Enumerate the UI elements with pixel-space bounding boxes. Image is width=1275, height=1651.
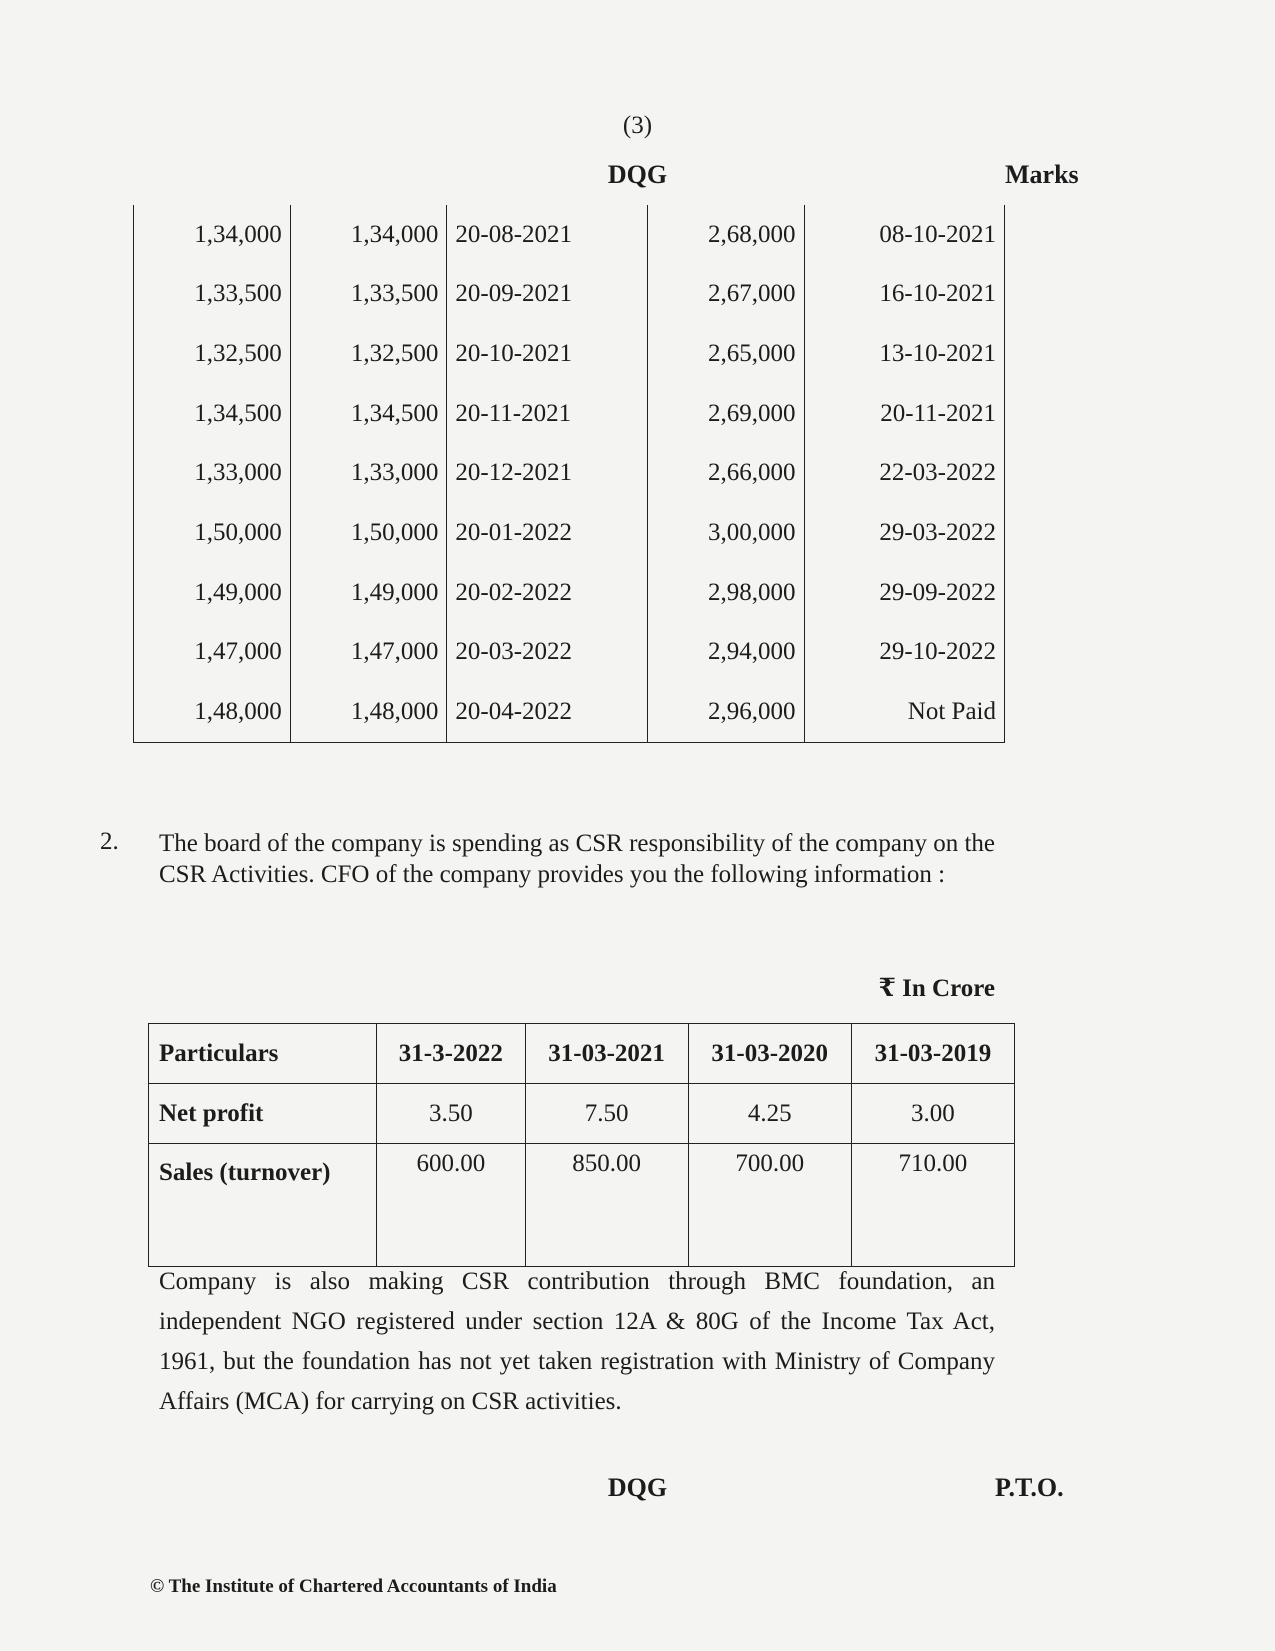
table-cell: 2,68,000: [647, 205, 804, 265]
table-cell: 29-03-2022: [804, 503, 1004, 563]
table-cell: 2,65,000: [647, 324, 804, 384]
table-row: [134, 623, 1005, 683]
table-cell: 7.50: [525, 1084, 688, 1144]
table-cell: 20-12-2021: [447, 444, 647, 504]
copyright-notice: © The Institute of Chartered Accountants of India: [150, 1576, 557, 1597]
paper-code-header: DQG: [607, 160, 668, 189]
table-cell: 20-10-2021: [447, 324, 647, 384]
csr-financials-table: [148, 1023, 1015, 1267]
table-header: 31-03-2021: [525, 1024, 688, 1084]
payment-schedule-table: [133, 205, 1005, 743]
table-cell: 20-09-2021: [447, 265, 647, 325]
table-cell: 29-09-2022: [804, 563, 1004, 623]
table-row: [134, 444, 1005, 504]
closing-paragraph: Company is also making CSR contribution through BMC foundation, an independent NGO registered under section 12A & 80G of the Income Tax Act, 1961, but the foundation has not yet taken registration with Ministry of Company Affairs (MCA) for carrying on CSR activities.: [159, 1268, 995, 1415]
table-cell: 20-11-2021: [804, 384, 1004, 444]
table-cell: 1,32,500: [290, 324, 447, 384]
table-cell: 700.00: [688, 1144, 851, 1267]
table-cell: 1,49,000: [290, 563, 447, 623]
table-header: 31-3-2022: [377, 1024, 525, 1084]
table-cell: 29-10-2022: [804, 623, 1004, 683]
table-cell: 2,67,000: [647, 265, 804, 325]
paper-code-footer: DQG: [607, 1473, 668, 1502]
row-label: Sales (turnover): [149, 1144, 377, 1267]
table-cell: 1,48,000: [290, 682, 447, 742]
table-cell: 20-08-2021: [447, 205, 647, 265]
table-cell: 2,66,000: [647, 444, 804, 504]
table-cell: 710.00: [851, 1144, 1014, 1267]
table-cell: 1,33,500: [134, 265, 291, 325]
table-cell: 20-11-2021: [447, 384, 647, 444]
table-cell: 1,33,000: [290, 444, 447, 504]
table-cell: 1,34,000: [290, 205, 447, 265]
table-cell: 13-10-2021: [804, 324, 1004, 384]
table-cell: 3,00,000: [647, 503, 804, 563]
row-label: Net profit: [149, 1084, 377, 1144]
table-cell: 1,34,500: [290, 384, 447, 444]
table-cell: 2,98,000: [647, 563, 804, 623]
table-row: [149, 1144, 1015, 1267]
marks-label: Marks: [1005, 160, 1079, 189]
table-cell: 3.00: [851, 1084, 1014, 1144]
table-cell: 16-10-2021: [804, 265, 1004, 325]
table-cell: 4.25: [688, 1084, 851, 1144]
table-cell: 2,96,000: [647, 682, 804, 742]
question-intro: The board of the company is spending as CSR responsibility of the company on the CSR Activities. CFO of the company provides you the following information :: [159, 830, 995, 888]
table-cell: 1,34,000: [134, 205, 291, 265]
table-cell: 1,34,500: [134, 384, 291, 444]
table-cell: 20-03-2022: [447, 623, 647, 683]
table-row: [134, 324, 1005, 384]
table-cell: 850.00: [525, 1144, 688, 1267]
table-cell: 1,48,000: [134, 682, 291, 742]
table-row: [149, 1084, 1015, 1144]
table-cell: 1,33,000: [134, 444, 291, 504]
table-row: [134, 205, 1005, 265]
table-header: 31-03-2020: [688, 1024, 851, 1084]
table-row: [134, 682, 1005, 742]
table-cell: 1,47,000: [134, 623, 291, 683]
table-cell: 2,94,000: [647, 623, 804, 683]
question-number: 2.: [100, 828, 119, 855]
table-row: [134, 503, 1005, 563]
pto-label: P.T.O.: [995, 1473, 1064, 1502]
table-header: 31-03-2019: [851, 1024, 1014, 1084]
table-cell: 1,32,500: [134, 324, 291, 384]
table-cell: 20-04-2022: [447, 682, 647, 742]
table-cell: 600.00: [377, 1144, 525, 1267]
table-cell: 3.50: [377, 1084, 525, 1144]
currency-unit-label: ₹ In Crore: [878, 975, 995, 1002]
table-cell: 2,69,000: [647, 384, 804, 444]
table-cell: 1,47,000: [290, 623, 447, 683]
page-number: (3): [622, 112, 653, 139]
table-row: [134, 563, 1005, 623]
table-header: Particulars: [149, 1024, 377, 1084]
table-cell: 22-03-2022: [804, 444, 1004, 504]
table-cell: 08-10-2021: [804, 205, 1004, 265]
table-cell: 1,49,000: [134, 563, 291, 623]
table-cell: 1,50,000: [290, 503, 447, 563]
table-cell: Not Paid: [804, 682, 1004, 742]
table-cell: 20-02-2022: [447, 563, 647, 623]
table-row: [134, 265, 1005, 325]
table-cell: 1,33,500: [290, 265, 447, 325]
table-cell: 20-01-2022: [447, 503, 647, 563]
table-row: [134, 384, 1005, 444]
table-cell: 1,50,000: [134, 503, 291, 563]
